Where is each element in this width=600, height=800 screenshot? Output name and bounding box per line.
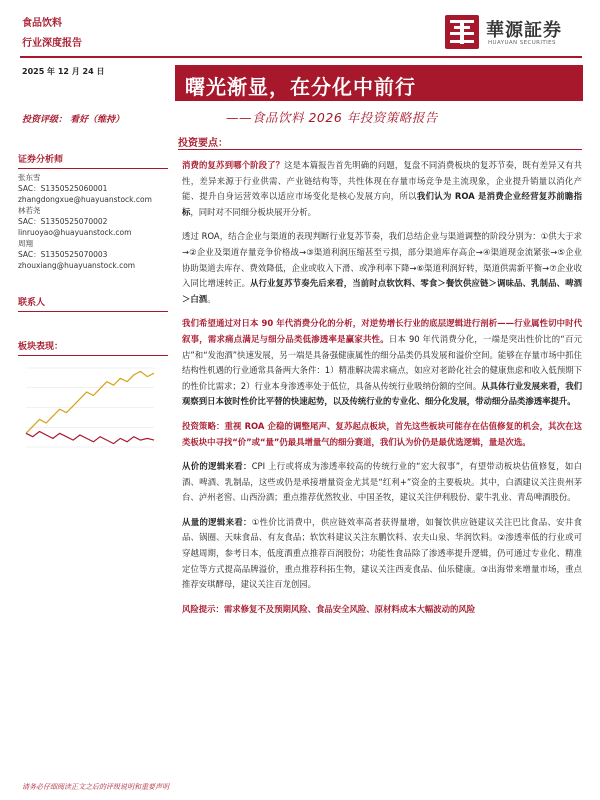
analyst-email[interactable]: zhangdongxue@huayuanstock.com [18,195,152,204]
logo-text: 華源証券 [486,20,562,41]
chart-heading: 板块表现： [18,342,168,356]
analyst-name: 林若尧 [18,206,41,215]
paragraph-text: 消费的复苏到哪个阶段了？ [182,160,285,170]
body-paragraph [182,419,582,450]
analyst-sidebar [18,155,168,271]
paragraph-text: 透过 ROA，结合企业与渠道的表现判断行业复苏节奏，我们总结企业与渠道调整的阶段分别为：①供大于求→②企业及渠道存量竞争价格战→③渠道利润压缩甚至亏损，部分渠道库存高企→④渠道现金流紧张→⑤企业协助渠道去库存、费效降低，企业或收入下滑、或净利率下降→⑥渠道利润好转，渠道供需新平衡→⑦企业收入同比增速转正。 [182,231,582,289]
body-paragraph [182,316,582,410]
investment-rating: 投资评级： 看好（维持） [22,115,125,125]
paragraph-text: 风险提示：需求修复不及预期风险、食品安全风险、原材料成本大幅波动的风险 [182,603,476,614]
report-title: 曙光渐显，在分化中前行 [185,75,416,99]
title-banner [175,65,583,101]
paragraph-text: 。 [207,293,216,304]
body-paragraph [182,459,582,506]
report-type: 行业深度报告 [22,38,82,49]
sector-performance-chart [20,362,160,457]
report-subtitle: ——食品饮料 2026 年投资策略报告 [226,110,438,125]
paragraph-text: 我们认为 ROA 是消费企业经营复苏前瞻指标 [182,191,583,217]
key-points-rule [178,149,582,150]
body-paragraph [182,229,582,307]
contact-heading: 联系人 [18,298,168,312]
analyst-sac: SAC：S1350525060001 [18,184,108,193]
logo-emblem-icon [444,14,480,50]
analyst-email[interactable]: linruoyao@huayuanstock.com [18,228,132,237]
key-points-label: 投资要点： [178,138,228,149]
analyst-sac: SAC：S1350525070002 [18,217,108,226]
chart-series-line-1 [26,432,154,444]
analyst-sac: SAC：S1350525070003 [18,250,108,259]
paragraph-text: 我们希望通过对日本 90 年代消费分化的分析，对逆势增长行业的底层逻辑进行剖析——行业属性切中时代叙事，需求痛点满足与细分品类低渗透率是赢家共性。 [182,318,582,344]
chart-series-line-0 [26,371,154,433]
paragraph-text: 日本 90 年代消费分化，一端是突出性价比的“百元店”和“发泡酒”快速发展，另一端是具备强健康属性的细分品类仍具发展和溢价空间。能够在存量市场中抓住结构性机遇的行业通常具备两大条件：1）精准解决需求痛点，如应对老龄化社会的健康焦虑和收入低预期下的性价比需求；2）行业本身渗透率处于低位，具备从传统行业吸纳份额的空间。 [182,333,582,391]
paragraph-text: 从价的逻辑来看： [182,461,252,472]
analyst-email[interactable]: zhouxiang@huayuanstock.com [18,261,136,270]
body-paragraph [182,158,582,220]
report-body [182,158,582,626]
paragraph-text: ，同时对不同细分板块展开分析。 [190,206,316,217]
analyst-name: 周翔 [18,239,33,248]
company-logo [444,14,584,54]
logo-subtext: HUAYUAN SECURITIES [488,40,556,46]
paragraph-text: 从量的逻辑来看： [182,516,252,527]
paragraph-text: ①性价比消费中，供应链效率高者获得量增，如餐饮供应链建议关注巴比食品、安井食品、锅圈、天味食品、有友食品；软饮料建议关注东鹏饮料、农夫山泉、华润饮料。②渗透率低的行业或可穿越周期，参考日本，低度酒重点推荐百润股份；功能性食品除了渗透率提升逻辑，仍可通过专业化、精准定位等方式提高品牌溢价，重点推荐科拓生物，建议关注西麦食品、仙乐健康。③出海带来增量市场，重点推荐安琪酵母，建议关注百龙创园。 [182,516,582,590]
header-rule [20,56,582,58]
analyst-name: 张东雪 [18,173,41,182]
chart-section [18,342,168,359]
contact-section [18,298,168,315]
report-date: 2025 年 12 月 24 日 [22,67,105,76]
paragraph-text: 从行业复苏节奏先后来看，当前时点软饮料、零食＞餐饮供应链＞调味品、乳制品、啤酒＞白酒 [182,278,582,304]
paragraph-text: 投资策略：重视 ROA 企稳的调整尾声、复苏起点板块，首先这些板块可能存在估值修复的机会，其次在这类板块中寻找“价”或“量”仍最具增量气的细分赛道，我们认为价仍是最优选逻辑，量是次选。 [182,420,582,447]
footer-disclaimer: 请务必仔细阅读正文之后的评级说明和重要声明 [22,783,169,791]
paragraph-text: CPI 上行或将成为渗透率较高的传统行业的“宏大叙事”，有望带动板块估值修复，如白酒、啤酒、乳制品，这些或仍是承接增量资金尤其是“红利+”资金的主要板块。其中，白酒建议关注贵州茅台、泸州老窖、山西汾酒；重点推荐优然牧业、中国圣牧，建议关注伊利股份、蒙牛乳业、青岛啤酒股份。 [182,461,582,503]
paragraph-text: 这是本篇报告首先明确的问题，复盘不同消费板块的复苏节奏，既有差异又有共性，差异来源于行业供需、产业链结构等，共性体现在存量市场竞争是主流现象，企业提升销量以消化产能、提升自身运营效率以适应市场变化是核心发展方向，所以 [182,160,583,202]
body-paragraph [182,515,582,593]
analysts-heading: 证券分析师 [18,155,168,169]
body-paragraph [182,602,582,618]
report-category: 食品饮料 [22,18,62,29]
paragraph-text: 从具体行业发展来看，我们观察到日本彼时性价比平替的快速起势，以及传统行业的专业化、细分化发展，带动细分品类渗透率提升。 [182,380,582,407]
analyst-list [18,172,168,271]
